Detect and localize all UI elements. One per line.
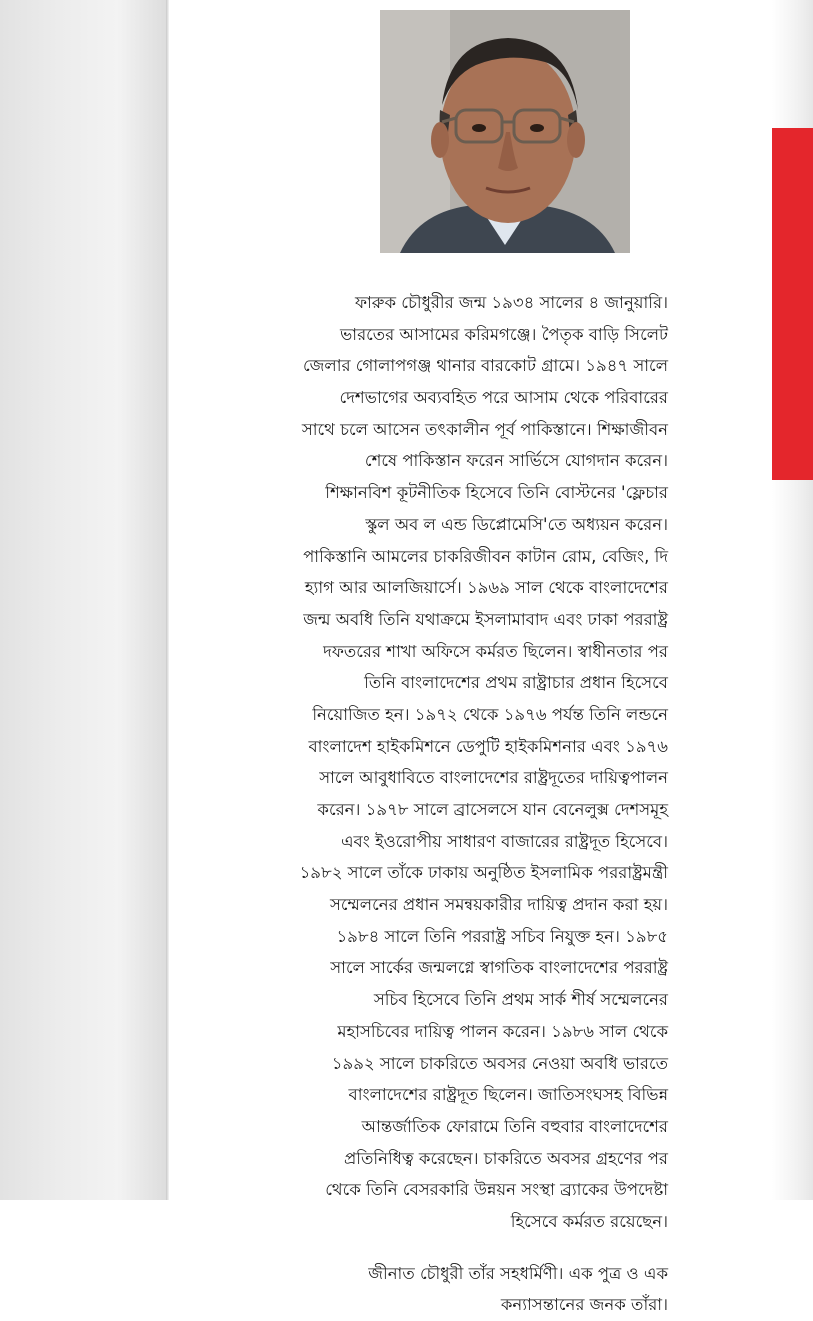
bio-line: হ্যাগ আর আলজিয়ার্সে। ১৯৬৯ সাল থেকে বাংলাদেশের	[304, 578, 668, 598]
family-line: কন্যাসন্তানের জনক তাঁরা।	[500, 1295, 668, 1315]
bio-line: হিসেবে কর্মরত রয়েছেন।	[510, 1211, 668, 1231]
bio-line: বাংলাদেশের রাষ্ট্রদূত ছিলেন। জাতিসংঘসহ বিভিন্ন	[348, 1085, 668, 1105]
bio-line: আন্তর্জাতিক ফোরামে তিনি বহুবার বাংলাদেশের	[361, 1116, 668, 1136]
bio-line: তিনি বাংলাদেশের প্রথম রাষ্ট্রাচার প্রধান হিসেবে	[364, 673, 668, 693]
bio-line: এবং ইওরোপীয় সাধারণ বাজারের রাষ্ট্রদূত হিসেবে।	[340, 831, 668, 851]
bio-line: সচিব হিসেবে তিনি প্রথম সার্ক শীর্ষ সম্মেলনের	[373, 990, 668, 1010]
bio-line: পাকিস্তানি আমলের চাকরিজীবন কাটান রোম, বেজিং, দি	[303, 546, 668, 566]
bio-line: প্রতিনিধিত্ব করেছেন। চাকরিতে অবসর গ্রহণের পর	[343, 1148, 668, 1168]
left-page-margin	[0, 0, 168, 1200]
bio-line: নিয়োজিত হন। ১৯৭২ থেকে ১৯৭৬ পর্যন্ত তিনি লন্ডনে	[312, 704, 668, 724]
biography-text	[248, 287, 668, 1321]
red-accent-strip	[772, 128, 813, 480]
portrait-illustration	[380, 10, 630, 253]
bio-line: শিক্ষানবিশ কূটনীতিক হিসেবে তিনি বোস্টনের 'ফ্লেচার	[325, 483, 668, 503]
bio-line: সম্মেলনের প্রধান সমন্বয়কারীর দায়িত্ব প্রদান করা হয়।	[330, 895, 668, 915]
bio-line: দফতরের শাখা অফিসে কর্মরত ছিলেন। স্বাধীনতার পর	[323, 641, 668, 661]
bio-line: সাথে চলে আসেন তৎকালীন পূর্ব পাকিস্তানে। শিক্ষাজীবন	[301, 419, 668, 439]
bio-line: ভারতের আসামের করিমগঞ্জে। পৈতৃক বাড়ি সিলেট	[339, 324, 668, 344]
bio-line: সালে সার্কের জন্মলগ্নে স্বাগতিক বাংলাদেশের পররাষ্ট্র	[330, 958, 668, 978]
bio-line: ১৯৯২ সালে চাকরিতে অবসর নেওয়া অবধি ভারতে	[331, 1053, 668, 1073]
page-fold	[166, 0, 169, 1200]
bio-line: শেষে পাকিস্তান ফরেন সার্ভিসে যোগদান করেন।	[364, 451, 668, 471]
bio-line: বাংলাদেশ হাইকমিশনে ডেপুটি হাইকমিশনার এবং ১৯৭৬	[308, 736, 668, 756]
family-line: জীনাত চৌধুরী তাঁর সহধর্মিণী। এক পুত্র ও এক	[368, 1263, 668, 1283]
bio-line: মহাসচিবের দায়িত্ব পালন করেন। ১৯৮৬ সাল থেকে	[337, 1021, 668, 1041]
bio-line: জেলার গোলাপগঞ্জ থানার বারকোট গ্রামে। ১৯৪৭ সালে	[302, 356, 668, 376]
bio-line: স্কুল অব ল এন্ড ডিপ্লোমেসি'তে অধ্যয়ন করেন।	[365, 514, 668, 534]
bio-line: থেকে তিনি বেসরকারি উন্নয়ন সংস্থা ব্র্যাকের উপদেষ্টা	[325, 1180, 668, 1200]
author-photo	[380, 10, 630, 253]
bio-line: ১৯৮৪ সালে তিনি পররাষ্ট্র সচিব নিযুক্ত হন। ১৯৮৫	[336, 926, 668, 946]
paragraph-gap	[248, 1238, 668, 1258]
bio-line: সালে আবুধাবিতে বাংলাদেশের রাষ্ট্রদূতের দায়িত্বপালন	[319, 768, 668, 788]
bio-line: জন্ম অবধি তিনি যথাক্রমে ইসলামাবাদ এবং ঢাকা পররাষ্ট্র	[303, 609, 668, 629]
bio-line: ১৯৮২ সালে তাঁকে ঢাকায় অনুষ্ঠিত ইসলামিক পররাষ্ট্রমন্ত্রী	[299, 863, 668, 883]
bio-line: ফারুক চৌধুরীর জন্ম ১৯৩৪ সালের ৪ জানুয়ারি।	[354, 293, 668, 312]
bio-line: দেশভাগের অব্যবহিত পরে আসাম থেকে পরিবারের	[339, 388, 668, 408]
bio-line: করেন। ১৯৭৮ সালে ব্রাসেলসে যান বেনেলুক্স দেশসমূহ	[317, 800, 668, 819]
